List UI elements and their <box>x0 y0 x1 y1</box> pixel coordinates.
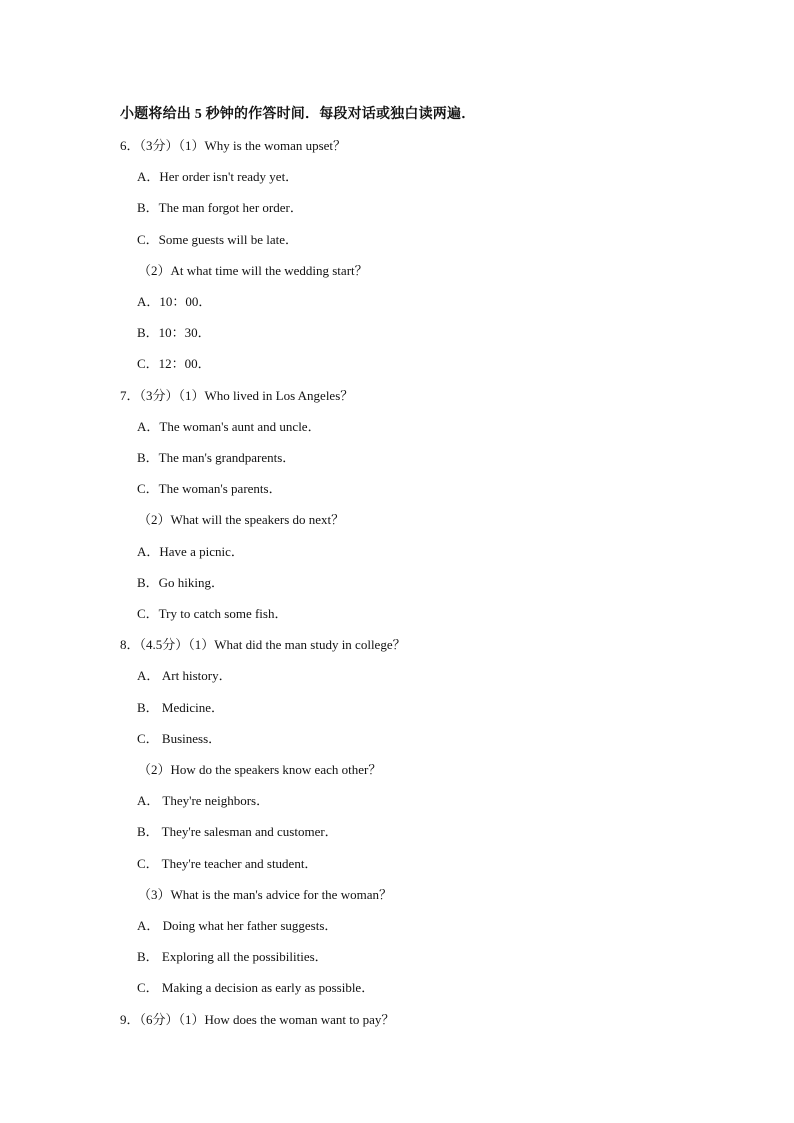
question-8-2-option-b: B． They're salesman and customer． <box>137 824 338 839</box>
question-6-2-option-a: A．10：00． <box>137 294 212 309</box>
question-6-2-option-c: C．12：00． <box>137 356 211 371</box>
question-7-2-option-b: B．Go hiking． <box>137 575 225 590</box>
question-8-1-option-c: C． Business． <box>137 731 222 746</box>
question-8-2-option-c: C． They're teacher and student． <box>137 856 318 871</box>
question-9-header: 9．（6分）（1）How does the woman want to pay？ <box>120 1012 395 1027</box>
question-8-3-option-b: B． Exploring all the possibilities． <box>137 949 328 964</box>
question-6-1-option-a: A．Her order isn't ready yet． <box>137 169 299 184</box>
question-6-2-prompt: （2）At what time will the wedding start？ <box>138 263 368 278</box>
question-6-1-option-c: C．Some guests will be late． <box>137 232 299 247</box>
question-8-2-option-a: A． They're neighbors． <box>137 793 270 808</box>
question-7-1-option-c: C．The woman's parents． <box>137 481 282 496</box>
question-6-2-option-b: B．10：30． <box>137 325 211 340</box>
question-7-header: 7．（3分）（1）Who lived in Los Angeles？ <box>120 388 354 403</box>
question-7-2-option-c: C．Try to catch some fish． <box>137 606 288 621</box>
question-8-1-option-b: B． Medicine． <box>137 700 225 715</box>
question-8-3-prompt: （3）What is the man's advice for the woman？ <box>138 887 392 902</box>
question-8-header: 8．（4.5分）（1）What did the man study in college？ <box>120 637 406 652</box>
question-7-2-option-a: A．Have a picnic． <box>137 544 244 559</box>
question-6-header: 6．（3分）（1）Why is the woman upset？ <box>120 138 347 153</box>
question-8-3-option-a: A． Doing what her father suggests． <box>137 918 338 933</box>
question-8-2-prompt: （2）How do the speakers know each other？ <box>138 762 382 777</box>
question-7-1-option-a: A．The woman's aunt and uncle． <box>137 419 321 434</box>
question-6-1-option-b: B．The man forgot her order． <box>137 200 303 215</box>
question-8-3-option-c: C． Making a decision as early as possible． <box>137 980 375 995</box>
question-8-1-option-a: A． Art history． <box>137 668 232 683</box>
question-7-2-prompt: （2）What will the speakers do next？ <box>138 512 345 527</box>
question-7-1-option-b: B．The man's grandparents． <box>137 450 296 465</box>
section-instructions: 小题将给出 5 秒钟的作答时间．每段对话或独白读两遍． <box>120 107 476 122</box>
